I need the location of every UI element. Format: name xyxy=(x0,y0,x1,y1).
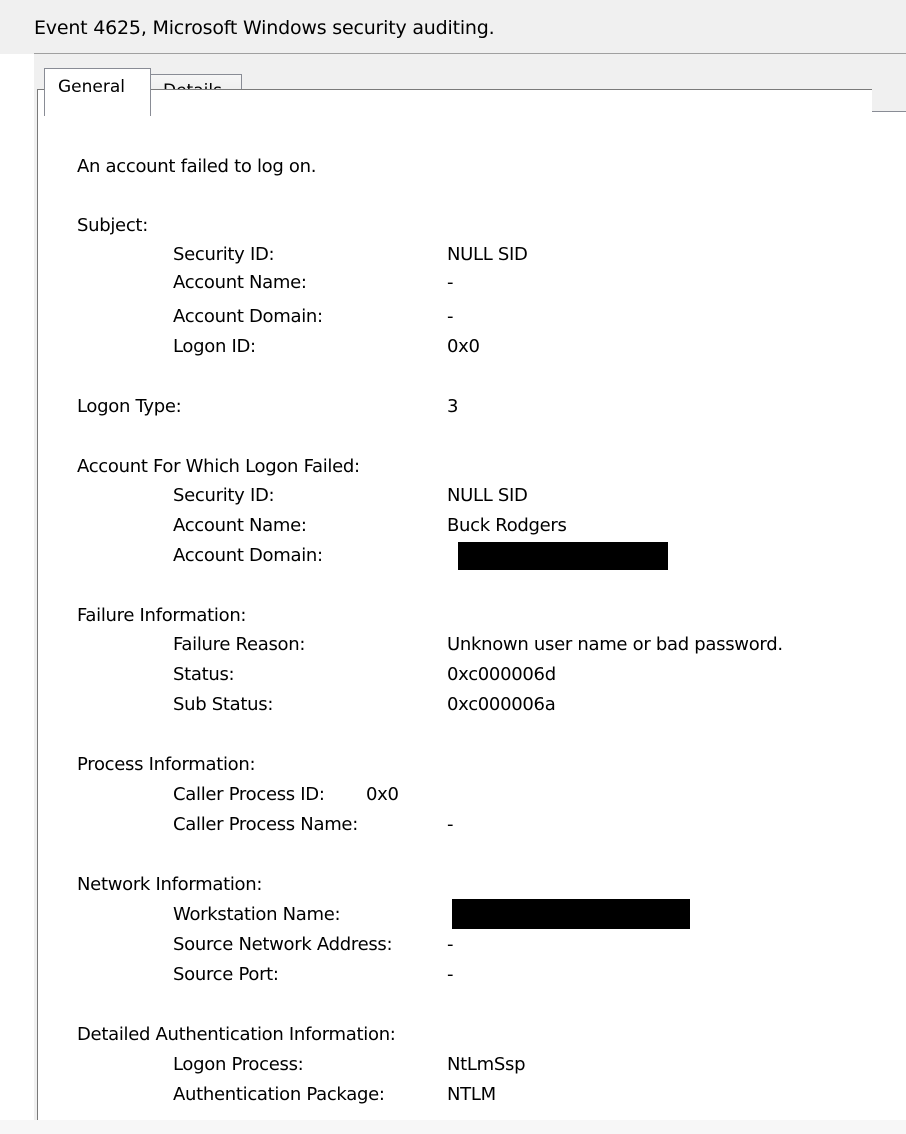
failure-info-heading: Failure Information: xyxy=(77,605,247,626)
failed-account-heading: Account For Which Logon Failed: xyxy=(77,456,360,477)
logon-type-label: Logon Type: xyxy=(77,396,182,417)
event-title-bar xyxy=(0,0,906,54)
source-network-address-value: - xyxy=(447,934,454,955)
subject-account-name-label: Account Name: xyxy=(173,272,307,293)
authentication-package-label: Authentication Package: xyxy=(173,1084,385,1105)
subject-logon-id-value: 0x0 xyxy=(447,336,480,357)
source-network-address-label: Source Network Address: xyxy=(173,934,393,955)
failed-account-name-value: Buck Rodgers xyxy=(447,515,567,536)
failure-status-label: Status: xyxy=(173,664,235,685)
caller-process-name-label: Caller Process Name: xyxy=(173,814,358,835)
subject-account-domain-label: Account Domain: xyxy=(173,306,323,327)
failure-sub-status-label: Sub Status: xyxy=(173,694,274,715)
bottom-strip xyxy=(0,1120,906,1134)
subject-logon-id-label: Logon ID: xyxy=(173,336,256,357)
tab-general[interactable] xyxy=(44,68,151,116)
failure-status-value: 0xc000006d xyxy=(447,664,556,685)
source-port-value: - xyxy=(447,964,454,985)
failure-reason-value: Unknown user name or bad password. xyxy=(447,634,783,655)
workstation-name-label: Workstation Name: xyxy=(173,904,341,925)
process-info-heading: Process Information: xyxy=(77,754,256,775)
logon-process-value: NtLmSsp xyxy=(447,1054,526,1075)
account-domain-redaction xyxy=(458,542,668,570)
workstation-name-redaction xyxy=(452,899,690,929)
failure-sub-status-value: 0xc000006a xyxy=(447,694,556,715)
caller-process-name-value: - xyxy=(447,814,454,835)
failed-security-id-label: Security ID: xyxy=(173,485,275,506)
subject-account-name-value: - xyxy=(447,272,454,293)
logon-type-value: 3 xyxy=(447,396,459,417)
failed-account-domain-label: Account Domain: xyxy=(173,545,323,566)
event-message: An account failed to log on. xyxy=(77,156,317,177)
authentication-package-value: NTLM xyxy=(447,1084,496,1105)
subject-account-domain-value: - xyxy=(447,306,454,327)
event-title: Event 4625, Microsoft Windows security auditing. xyxy=(34,17,495,39)
subject-security-id-label: Security ID: xyxy=(173,244,275,265)
subject-heading: Subject: xyxy=(77,215,148,236)
auth-info-heading: Detailed Authentication Information: xyxy=(77,1024,396,1045)
source-port-label: Source Port: xyxy=(173,964,279,985)
failed-account-name-label: Account Name: xyxy=(173,515,307,536)
logon-process-label: Logon Process: xyxy=(173,1054,304,1075)
caller-process-id-label: Caller Process ID: xyxy=(173,784,325,805)
network-info-heading: Network Information: xyxy=(77,874,263,895)
caller-process-id-value: 0x0 xyxy=(366,784,399,805)
tab-general-label: General xyxy=(58,77,125,97)
subject-security-id-value: NULL SID xyxy=(447,244,528,265)
failed-security-id-value: NULL SID xyxy=(447,485,528,506)
failure-reason-label: Failure Reason: xyxy=(173,634,306,655)
